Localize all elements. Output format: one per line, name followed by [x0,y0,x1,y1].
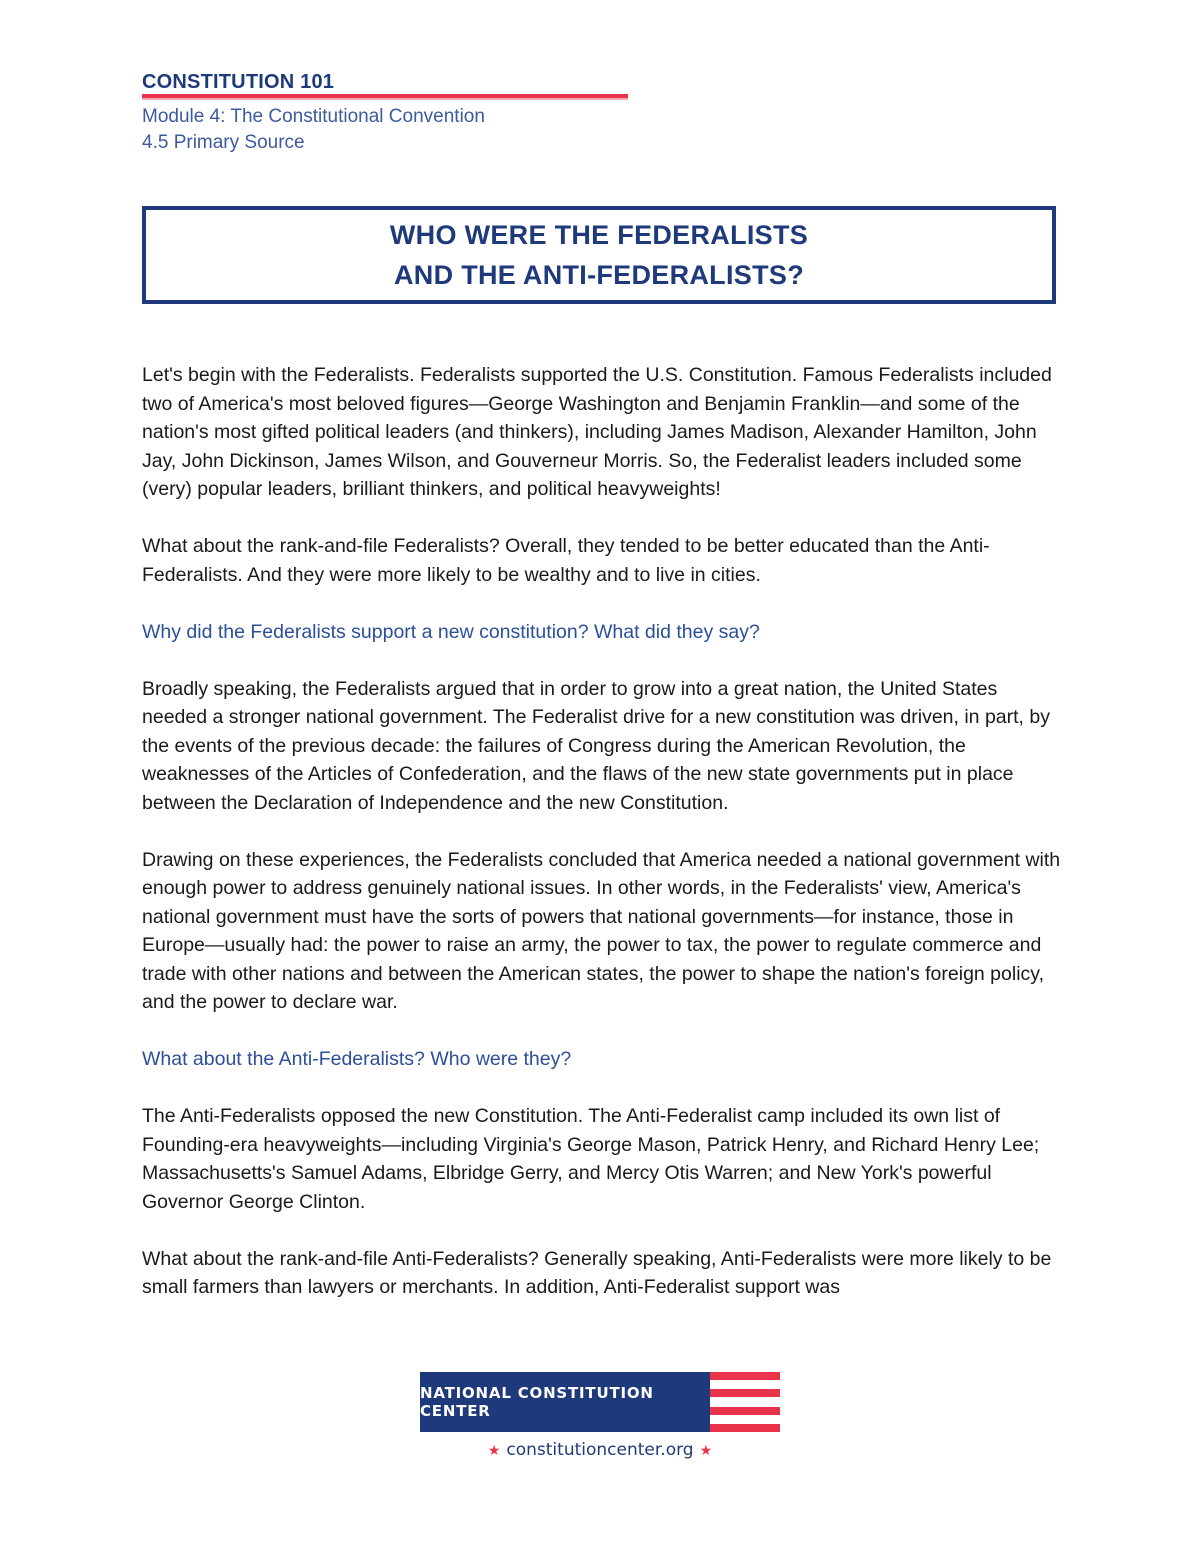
footer-url [420,1440,780,1460]
star-icon: ★ [699,1443,713,1459]
national-constitution-center-logo [420,1372,780,1432]
page-title-line-1: WHO WERE THE FEDERALISTS [389,220,809,250]
module-label: Module 4: The Constitutional Convention [142,106,485,127]
document-body [142,361,1062,1330]
flag-stripes-icon [710,1372,780,1432]
question-heading-federalists: Why did the Federalists support a new constitution? What did they say? [142,620,760,643]
section-label: 4.5 Primary Source [142,132,305,153]
paragraph-federalists-powers: Drawing on these experiences, the Federalists concluded that America needed a national government with enough power to address genuinely national issues. In other words, in the Federalists' view, America's national government must have the sorts of powers that national governments—for instance, those in Europe—usually had: the power to raise an army, the power to tax, the power to regulate commerce and trade with other nations and between the American states, the power to shape the nation's foreign policy, and the power to declare war. [142,848,1061,1013]
document-header [142,70,632,156]
page-title-box [142,206,1056,304]
paragraph-federalists-rank-and-file: What about the rank-and-file Federalists? Overall, they tended to be better educated than the Anti-Federalists. And they were more likely to be wealthy and to live in cities. [142,535,990,586]
footer-url-text: constitutioncenter.org [506,1440,694,1460]
paragraph-federalists-argument: Broadly speaking, the Federalists argued that in order to grow into a great nation, the United States needed a stronger national government. The Federalist drive for a new constitution was driven, in part, by the events of the previous decade: the failures of Congress during the American Revolution, the weaknesses of the Articles of Confederation, and the flaws of the new state governments put in place between the Declaration of Independence and the new Constitution. [142,677,1050,814]
question-heading-anti-federalists: What about the Anti-Federalists? Who were they? [142,1048,572,1070]
paragraph-federalists-intro: Let's begin with the Federalists. Federalists supported the U.S. Constitution. Famous Federalists included two of America's most beloved figures—George Washington and Benjamin Franklin—and some of the nation's most gifted political leaders (and thinkers), including James Madison, Alexander Hamilton, John Jay, John Dickinson, James Wilson, and Gouverneur Morris. So, the Federalist leaders included some (very) popular leaders, brilliant thinkers, and political heavyweights! [142,364,1052,500]
page-title-line-2: AND THE ANTI-FEDERALISTS? [394,260,804,290]
paragraph-anti-federalists-rank-and-file: What about the rank-and-file Anti-Federalists? Generally speaking, Anti-Federalists were more likely to be small farmers than lawyers or merchants. In addition, Anti-Federalist support was [142,1247,1052,1298]
course-title: CONSTITUTION 101 [142,71,335,93]
logo-blue-panel [420,1372,710,1432]
paragraph-anti-federalists-intro: The Anti-Federalists opposed the new Constitution. The Anti-Federalist camp included its own list of Founding-era heavyweights—including Virginia's George Mason, Patrick Henry, and Richard Henry Lee; Massachusetts's Samuel Adams, Elbridge Gerry, and Mercy Otis Warren; and New York's powerful Governor George Clinton. [142,1105,1040,1213]
star-icon: ★ [487,1443,501,1459]
header-divider [142,94,628,100]
logo-text: NATIONAL CONSTITUTION CENTER [420,1384,654,1420]
